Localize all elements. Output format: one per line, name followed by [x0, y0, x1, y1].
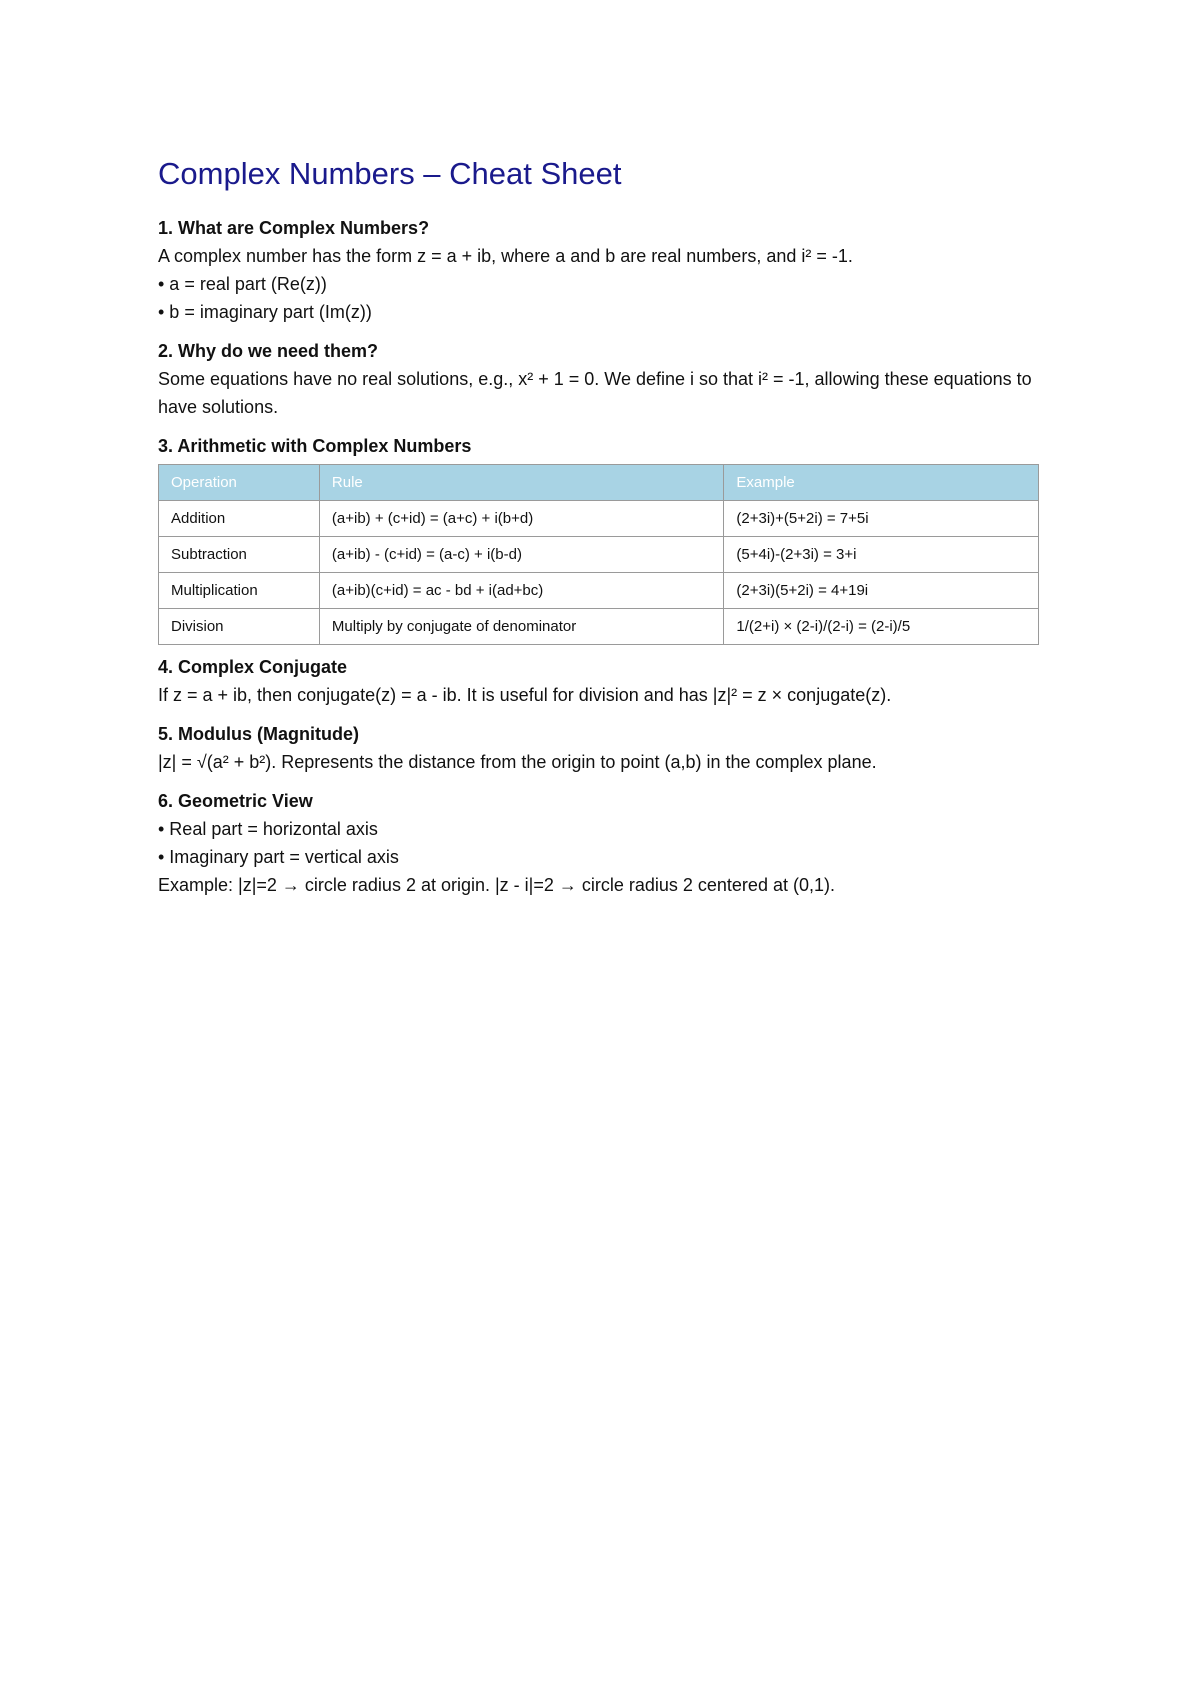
section-geometric-view	[158, 787, 1042, 899]
table-row	[159, 573, 1039, 609]
table-row	[159, 609, 1039, 645]
table-cell: Division	[159, 609, 320, 645]
section-heading: 6. Geometric View	[158, 791, 313, 812]
table-cell: Subtraction	[159, 537, 320, 573]
table-cell: (2+3i)(5+2i) = 4+19i	[724, 573, 1039, 609]
section-why-needed	[158, 337, 1042, 421]
document-page	[158, 155, 1042, 910]
table-cell: (a+ib) + (c+id) = (a+c) + i(b+d)	[319, 501, 723, 537]
table-cell: (a+ib) - (c+id) = (a-c) + i(b-d)	[319, 537, 723, 573]
bullet-item: • Real part = horizontal axis	[158, 819, 378, 840]
section-text: Some equations have no real solutions, e.g., x² + 1 = 0. We define i so that i² = -1, allowing these equations to have solutions.	[158, 369, 1032, 418]
section-heading: 4. Complex Conjugate	[158, 657, 348, 678]
table-header-row	[159, 465, 1039, 501]
table-cell: Addition	[159, 501, 320, 537]
section-arithmetic	[158, 432, 1042, 645]
table-row	[159, 501, 1039, 537]
table-cell: Multiplication	[159, 573, 320, 609]
table-cell: 1/(2+i) × (2-i)/(2-i) = (2-i)/5	[724, 609, 1039, 645]
bullet-item: • a = real part (Re(z))	[158, 274, 327, 295]
column-header-rule: Rule	[319, 465, 723, 501]
column-header-operation: Operation	[159, 465, 320, 501]
arithmetic-table	[158, 464, 1039, 645]
section-heading: 5. Modulus (Magnitude)	[158, 724, 359, 745]
section-text: Example: |z|=2 → circle radius 2 at origin. |z - i|=2 → circle radius 2 centered at (0,1).	[158, 875, 835, 896]
section-heading: 2. Why do we need them?	[158, 341, 379, 362]
section-complex-conjugate	[158, 653, 1042, 709]
section-heading: 1. What are Complex Numbers?	[158, 218, 430, 239]
table-cell: (2+3i)+(5+2i) = 7+5i	[724, 501, 1039, 537]
page-title: Complex Numbers – Cheat Sheet	[158, 156, 622, 191]
table-row	[159, 537, 1039, 573]
section-text: If z = a + ib, then conjugate(z) = a - ib. It is useful for division and has |z|² = z × conjugate(z).	[158, 685, 892, 706]
section-what-are-complex-numbers	[158, 214, 1042, 326]
section-modulus	[158, 720, 1042, 776]
table-cell: (a+ib)(c+id) = ac - bd + i(ad+bc)	[319, 573, 723, 609]
table-cell: Multiply by conjugate of denominator	[319, 609, 723, 645]
section-heading: 3. Arithmetic with Complex Numbers	[158, 436, 472, 457]
section-text: A complex number has the form z = a + ib, where a and b are real numbers, and i² = -1.	[158, 246, 853, 267]
column-header-example: Example	[724, 465, 1039, 501]
table-cell: (5+4i)-(2+3i) = 3+i	[724, 537, 1039, 573]
bullet-item: • Imaginary part = vertical axis	[158, 847, 399, 868]
section-text: |z| = √(a² + b²). Represents the distance from the origin to point (a,b) in the complex plane.	[158, 752, 877, 773]
bullet-item: • b = imaginary part (Im(z))	[158, 302, 372, 323]
